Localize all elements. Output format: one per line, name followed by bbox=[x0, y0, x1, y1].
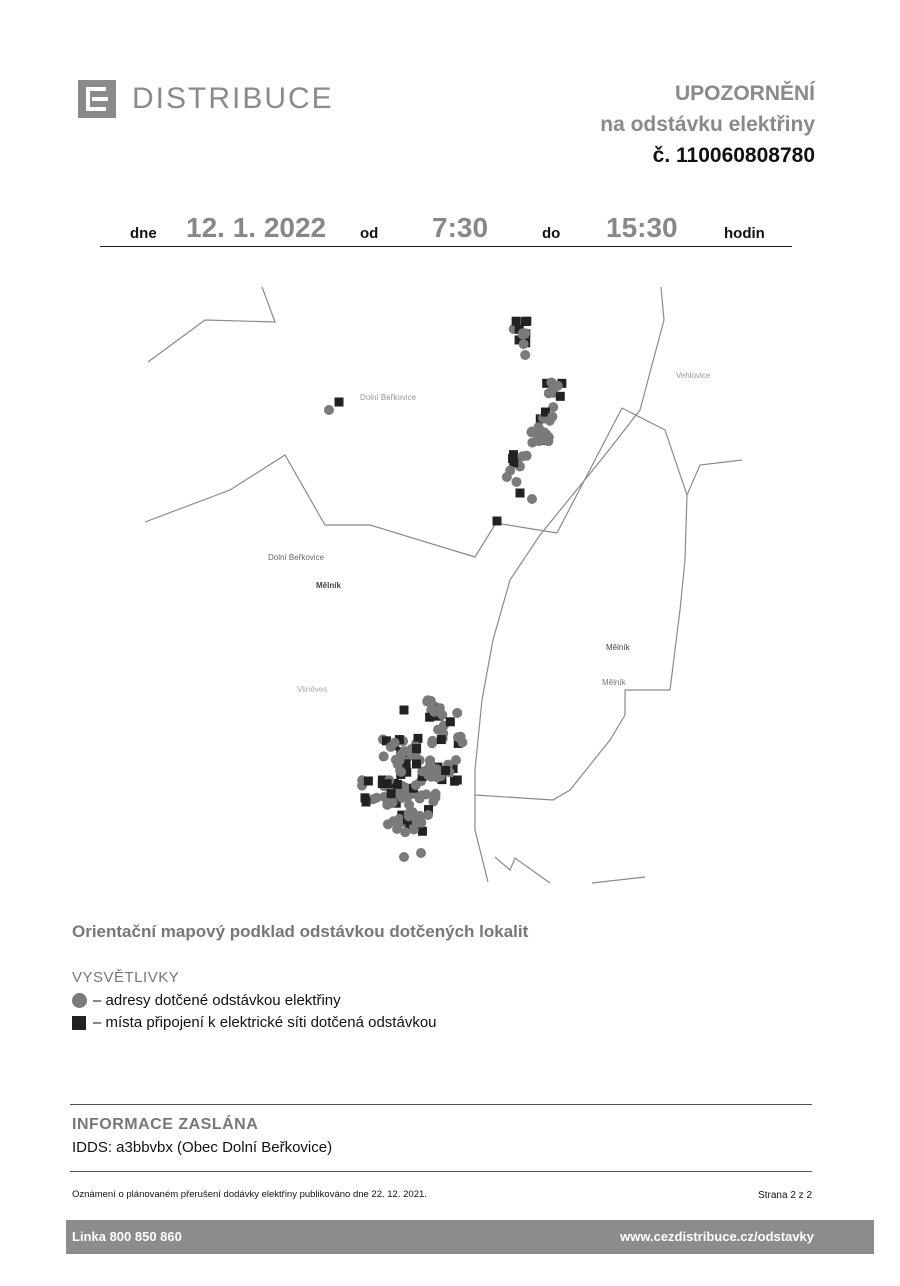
info-title: INFORMACE ZASLÁNA bbox=[72, 1116, 259, 1133]
to-label: do bbox=[542, 225, 561, 242]
address-marker bbox=[399, 852, 409, 862]
info-recipient: IDDS: a3bbvbx (Obec Dolní Beřkovice) bbox=[72, 1139, 333, 1156]
address-marker bbox=[518, 328, 528, 338]
time-from: 7:30 bbox=[432, 212, 489, 243]
schedule-line bbox=[100, 206, 792, 247]
legend-title: VYSVĚTLIVKY bbox=[72, 969, 180, 986]
address-marker bbox=[383, 819, 393, 829]
connection-marker bbox=[556, 392, 565, 401]
day-label: dne bbox=[130, 225, 157, 242]
address-marker bbox=[372, 793, 382, 803]
address-marker bbox=[390, 738, 400, 748]
divider-top bbox=[70, 1104, 812, 1105]
publication-note: Oznámení o plánovaném přerušení dodávky elektřiny publikováno dne 22. 12. 2021. bbox=[72, 1189, 427, 1200]
outage-map bbox=[100, 270, 760, 890]
address-marker bbox=[416, 848, 426, 858]
address-marker bbox=[404, 811, 414, 821]
connection-marker bbox=[387, 789, 396, 798]
connection-marker bbox=[400, 706, 409, 715]
address-marker bbox=[505, 466, 515, 476]
connection-square-icon bbox=[72, 1016, 86, 1030]
map-label-melnik-left: Mělník bbox=[316, 581, 341, 590]
connection-marker bbox=[383, 779, 392, 788]
notice-header bbox=[600, 78, 815, 172]
connection-marker bbox=[393, 780, 402, 789]
address-marker bbox=[534, 436, 544, 446]
address-marker bbox=[431, 789, 441, 799]
address-marker bbox=[427, 736, 437, 746]
connection-marker bbox=[413, 734, 422, 743]
address-marker bbox=[384, 798, 394, 808]
connection-marker bbox=[412, 744, 421, 753]
logo-icon bbox=[78, 80, 116, 118]
from-label: od bbox=[360, 225, 379, 242]
map-label-dolni-berkovice-mid: Dolní Beřkovice bbox=[268, 553, 325, 562]
hotline: Linka 800 850 860 bbox=[72, 1229, 182, 1244]
address-marker bbox=[397, 793, 407, 803]
notice-number: č. 110060808780 bbox=[652, 144, 815, 167]
connection-marker bbox=[516, 489, 525, 498]
hours-label: hodin bbox=[724, 225, 765, 242]
connection-marker bbox=[364, 776, 373, 785]
connection-marker bbox=[362, 798, 371, 807]
address-marker bbox=[511, 477, 521, 487]
cez-logo bbox=[78, 80, 334, 118]
address-marker bbox=[393, 759, 403, 769]
time-to: 15:30 bbox=[606, 212, 678, 243]
address-marker bbox=[520, 350, 530, 360]
website-link[interactable]: www.cezdistribuce.cz/odstavky bbox=[620, 1229, 814, 1244]
map-label-melnik-right1: Mělník bbox=[606, 643, 630, 652]
map-label-vineves: Vliněves bbox=[297, 685, 328, 694]
connection-marker bbox=[493, 517, 502, 526]
address-marker bbox=[452, 708, 462, 718]
connection-marker bbox=[418, 827, 427, 836]
connection-marker bbox=[512, 317, 521, 326]
address-marker bbox=[457, 737, 467, 747]
outage-date: 12. 1. 2022 bbox=[186, 212, 327, 243]
address-marker bbox=[429, 707, 439, 717]
address-marker bbox=[425, 758, 435, 768]
address-marker bbox=[544, 432, 554, 442]
legend-connections-label: – místa připojení k elektrické síti dotčená odstávkou bbox=[93, 1014, 437, 1031]
legend-connections bbox=[72, 1014, 437, 1031]
address-marker bbox=[421, 789, 431, 799]
address-marker bbox=[423, 770, 433, 780]
map-caption: Orientační mapový podklad odstávkou dotčených lokalit bbox=[72, 922, 529, 941]
connection-marker bbox=[450, 777, 459, 786]
map-label-melnik-right2: Mělník bbox=[602, 678, 626, 687]
footer-bar bbox=[66, 1220, 874, 1254]
divider-bottom bbox=[70, 1171, 812, 1172]
notice-title: UPOZORNĚNÍ bbox=[674, 82, 815, 105]
address-marker bbox=[547, 412, 557, 422]
address-marker bbox=[519, 339, 529, 349]
address-marker bbox=[423, 695, 433, 705]
notice-subtitle: na odstávku elektřiny bbox=[600, 113, 815, 136]
map-label-vehlovice: Vehlovice bbox=[676, 371, 711, 380]
map-label-dolni-berkovice-top: Dolní Beřkovice bbox=[360, 393, 417, 402]
address-marker bbox=[324, 405, 334, 415]
address-marker bbox=[400, 827, 410, 837]
address-marker bbox=[411, 780, 421, 790]
connection-marker bbox=[437, 735, 446, 744]
legend-addresses bbox=[72, 992, 341, 1009]
page-number: Strana 2 z 2 bbox=[758, 1190, 812, 1201]
address-dot-icon bbox=[72, 993, 87, 1008]
connection-marker bbox=[441, 766, 450, 775]
address-marker bbox=[534, 424, 544, 434]
address-marker bbox=[379, 751, 389, 761]
connection-marker bbox=[521, 317, 530, 326]
logo-text: DISTRIBUCE bbox=[132, 82, 334, 115]
connection-marker bbox=[412, 759, 421, 768]
address-marker bbox=[553, 381, 563, 391]
address-marker bbox=[527, 494, 537, 504]
map-boundaries bbox=[145, 287, 742, 883]
legend-addresses-label: – adresy dotčené odstávkou elektřiny bbox=[93, 992, 341, 1009]
connection-marker bbox=[335, 398, 344, 407]
connection-marker bbox=[446, 717, 455, 726]
